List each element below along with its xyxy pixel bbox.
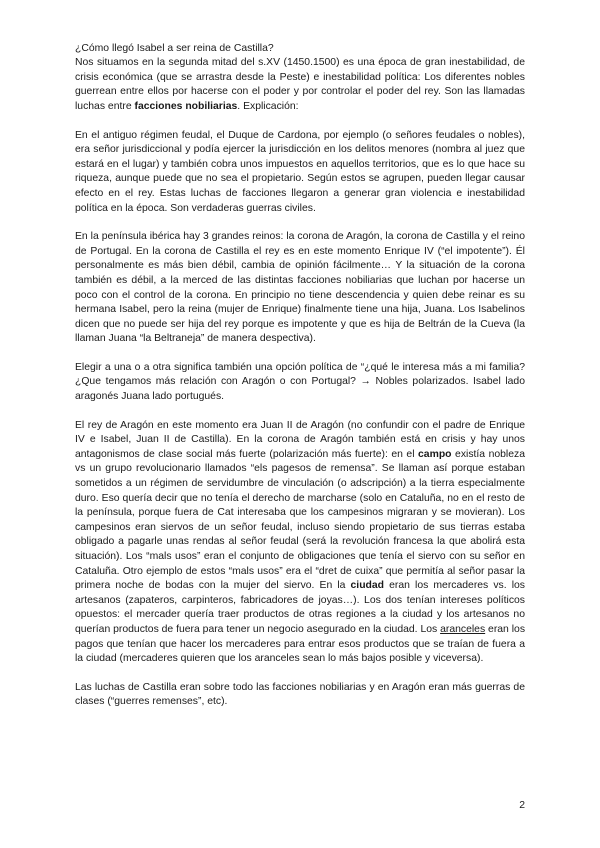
underlined-term: aranceles [440, 623, 486, 635]
paragraph-conclusion: Las luchas de Castilla eran sobre todo las facciones nobiliarias y en Aragón eran más guerras de clases (“guerres remenses”, etc). [75, 681, 525, 708]
text-run: existía nobleza vs un grupo revolucionario llamados “els pagesos de remensa”. Se llaman así porque estaban sometidos a un régimen de servidumbre de vinculación (o adscripción) a la tierra especialmente duro. Eso quería decir que no tenía el derecho de marcharse (solo en Cataluña, no en el resto de la península, porque fuera de Cat interesaba que los campesinos migraran y se movieran). Los campesinos eran siervos de un señor feudal, incluso siendo propietario de sus tierras estaba obligado a pagarle unas rendas al señor feudal (será la revolución francesa la que abolirá esta situación). Los “mals usos” eran el conjunto de obligaciones que tenía el siervo con su señor en Cataluña. Otro ejemplo de estos “mals usos” era el “dret de cuixa” que permitía al señor pasar la primera noche de bodas con la mujer del siervo. En la [75, 448, 525, 592]
bold-term: ciudad [350, 580, 385, 592]
paragraph-kingdoms: En la península ibérica hay 3 grandes reinos: la corona de Aragón, la corona de Castilla y el reino de Portugal. En la corona de Castilla el rey es en este momento Enrique IV (“el impotente”). Él personalmente es más bien débil, cambia de opinión fácilmente… Y la situación de la corona también es débil, a la merced de las distintas facciones nobiliarias que luchan por hacerse un poco con el control de la corona. En principio no tiene descendencia y quien debe reinar es su hermana Isabel, pero la reina (mujer de Enrique) finalmente tiene una hija, Juana. Los Isabelinos dicen que no puede ser hija del rey porque es impotente y que es hija de Beltrán de la Cueva (la llaman Juana “la Beltraneja” de manera despectiva). [75, 231, 525, 345]
section-heading: ¿Cómo llegó Isabel a ser reina de Castilla? [75, 43, 274, 54]
paragraph-choice: Elegir a una o a otra significa también una opción política de “¿qué le interesa más a mi familia? ¿Que tengamos más relación con Aragón o con Portugal? → Nobles polarizados. Isabel lado aragonés Juana lado portugués. [75, 361, 525, 403]
text-run: El rey de Aragón en este momento era Juan II de Aragón (no confundir con el padre de Enrique IV e Isabel, Juan II de Castilla). En la corona de Aragón también está en crisis y hay unos antagonismos de clase social más fuerte (polarización más fuerte): en el [75, 419, 525, 460]
text-run: eran los mercaderes vs. los artesanos (zapateros, carpinteros, fabricadores de joyas…). Los dos tenían intereses políticos opuestos: el mercader quería traer productos de otras regiones a la ciudad y los artesanos no querían productos de fuera para tener un negocio asegurado en la ciudad. Los [75, 580, 526, 635]
text-run: eran los pagos que tenían que hacer los mercaderes para entrar esos productos que se traían de fuera a la ciudad (mercaderes quieren que los aranceles sean lo más bajos posible y viceversa). [75, 623, 526, 665]
paragraph-feudal: En el antiguo régimen feudal, el Duque de Cardona, por ejemplo (o señores feudales o nobles), era señor jurisdiccional y podía ejercer la jurisdicción en los delitos menores (nombra al juez que estará en el lugar) y también cobra unos impuestos en aquellos territorios, que es lo que hace su riqueza, aunque puede que no sea el propietario. Según estos se agrupen, pueden llegar causar efecto en el rey. Estas luchas de facciones llegaron a generar gran violencia e inestabilidad política en la época. Son verdaderas guerras civiles. [75, 129, 525, 214]
bold-term: facciones nobiliarias [134, 100, 238, 112]
paragraph-intro [75, 56, 525, 114]
bold-term: campo [418, 448, 452, 460]
text-run: Nos situamos en la segunda mitad del s.XV (1450.1500) es una época de gran inestabilidad, de crisis económica (que se arrastra desde la Peste) e inestabilidad política: Los diferentes nobles guerrean entre ellos por hacerse con el poder y por controlar el poder del rey. Son las llamadas luchas entre [75, 57, 525, 112]
page-number: 2 [519, 800, 525, 811]
paragraph-aragon [75, 419, 525, 667]
text-run: . Explicación: [237, 100, 299, 112]
